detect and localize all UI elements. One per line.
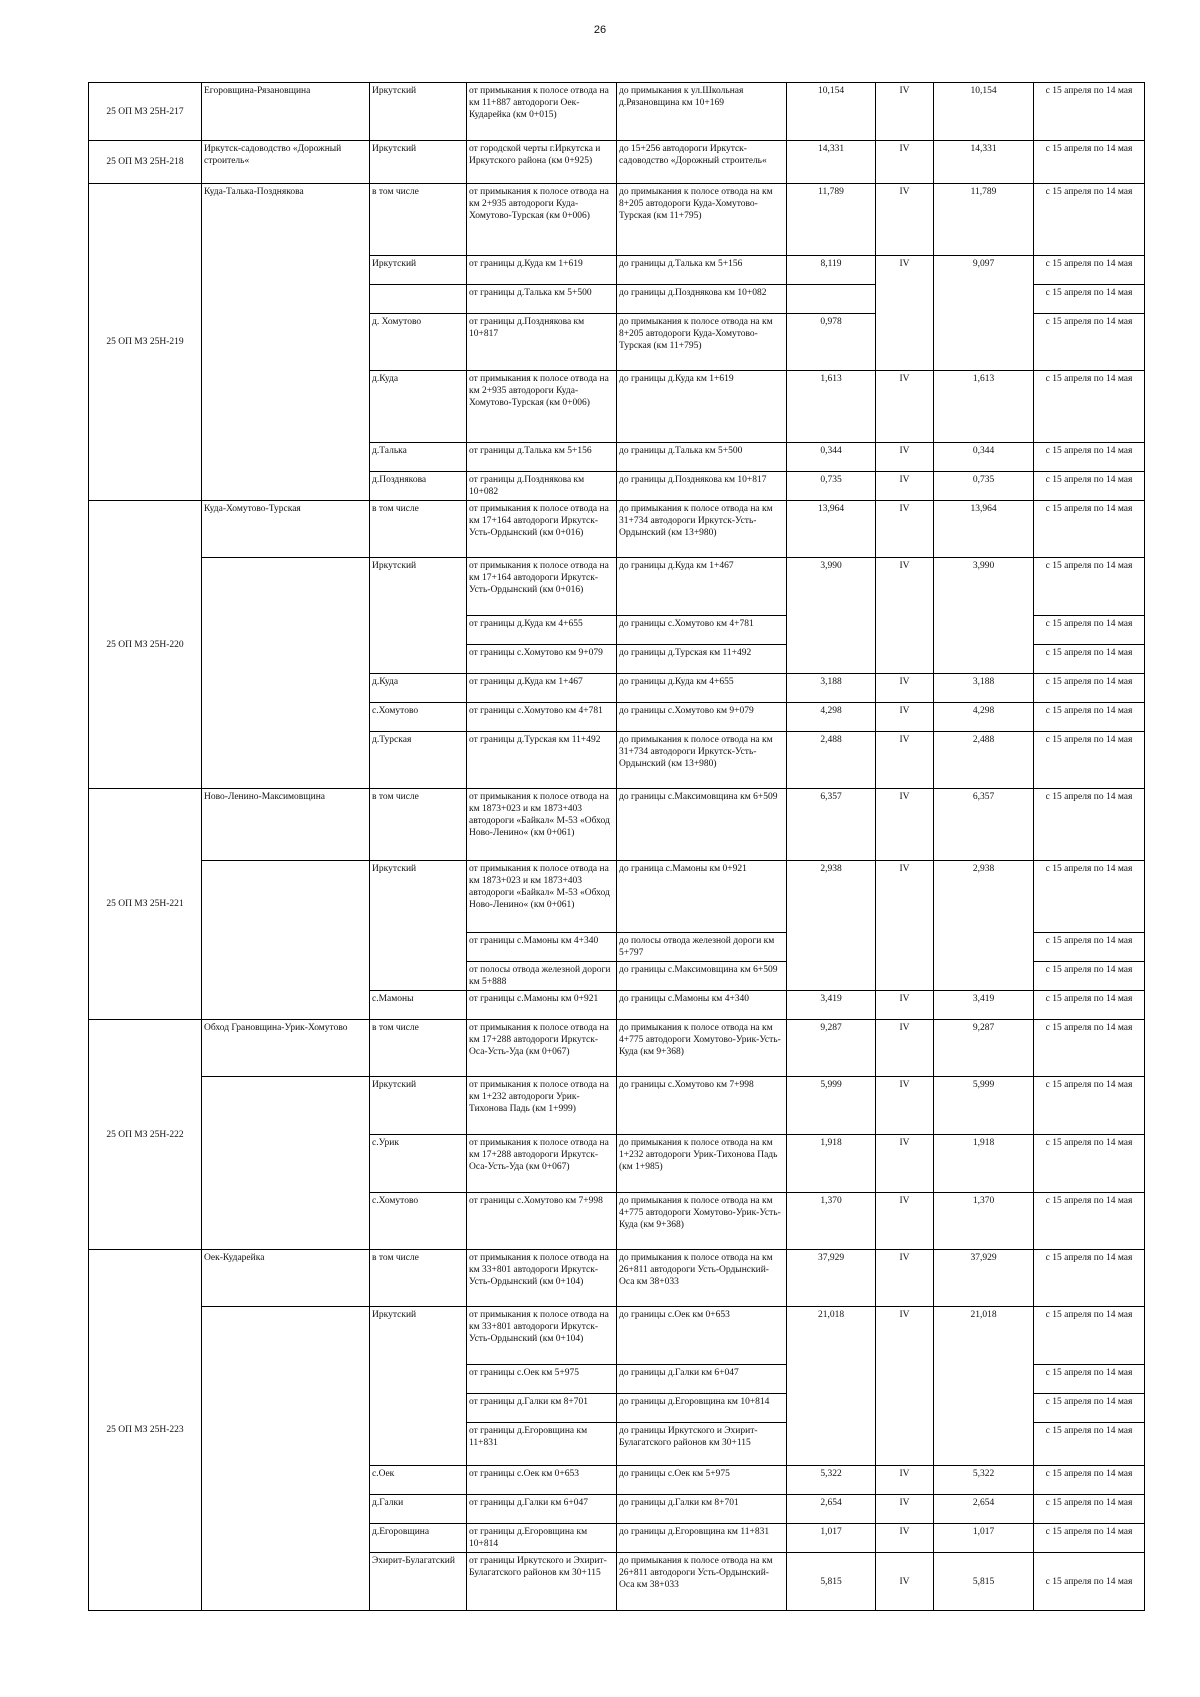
restriction-period: с 15 апреля по 14 мая <box>1034 1495 1145 1524</box>
district: д.Куда <box>370 674 467 703</box>
segment-from: от границы д.Куда км 1+467 <box>467 674 617 703</box>
restriction-period: с 15 апреля по 14 мая <box>1034 1553 1145 1611</box>
segment-to: до полосы отвода железной дороги км 5+797 <box>617 933 787 962</box>
segment-from: от границы д.Позднякова км 10+817 <box>467 314 617 371</box>
segment-from: от примыкания к полосе отвода на км 17+288 автодороги Иркутск-Оса-Усть-Уда (км 0+067) <box>467 1020 617 1077</box>
category-length: 13,964 <box>934 501 1034 558</box>
segment-from: от границы с.Хомутово км 4+781 <box>467 703 617 732</box>
segment-to: до границы д.Куда км 1+467 <box>617 558 787 616</box>
road-category: IV <box>876 83 934 141</box>
road-category: IV <box>876 1553 934 1611</box>
district: Иркутский <box>370 83 467 141</box>
road-category: IV <box>876 184 934 256</box>
category-length: 6,357 <box>934 789 1034 861</box>
segment-length: 0,344 <box>787 443 876 472</box>
segment-from: от границы д.Куда км 4+655 <box>467 616 617 645</box>
road-code: 25 ОП МЗ 25Н-221 <box>89 789 202 1020</box>
segment-to: до примыкания к полосе отвода на км 31+734 автодороги Иркутск-Усть-Ордынский (км 13+980) <box>617 732 787 789</box>
segment-from: от границы с.Хомутово км 7+998 <box>467 1193 617 1250</box>
category-length: 11,789 <box>934 184 1034 256</box>
road-code: 25 ОП МЗ 25Н-220 <box>89 501 202 789</box>
segment-from: от границы с.Оек км 5+975 <box>467 1365 617 1394</box>
segment-from: от примыкания к полосе отвода на км 33+801 автодороги Иркутск-Усть-Ордынский (км 0+104) <box>467 1250 617 1307</box>
segment-length: 2,488 <box>787 732 876 789</box>
district: с.Оек <box>370 1466 467 1495</box>
segment-length: 1,918 <box>787 1135 876 1193</box>
table-row <box>89 1307 1145 1365</box>
district: д. Хомутово <box>370 314 467 371</box>
road-category: IV <box>876 1307 934 1466</box>
category-length: 5,999 <box>934 1077 1034 1135</box>
road-category: IV <box>876 371 934 443</box>
restriction-period: с 15 апреля по 14 мая <box>1034 962 1145 991</box>
road-category: IV <box>876 443 934 472</box>
segment-from: от границы д.Егоровщина км 10+814 <box>467 1524 617 1553</box>
restriction-period: с 15 апреля по 14 мая <box>1034 314 1145 371</box>
segment-to: до границы д.Позднякова км 10+817 <box>617 472 787 501</box>
segment-to: до границы с.Хомутово км 7+998 <box>617 1077 787 1135</box>
segment-to: до границы д.Талька км 5+500 <box>617 443 787 472</box>
district: Иркутский <box>370 1077 467 1135</box>
category-length: 14,331 <box>934 141 1034 184</box>
district: в том числе <box>370 1250 467 1307</box>
restriction-period: с 15 апреля по 14 мая <box>1034 371 1145 443</box>
segment-to: до 15+256 автодороги Иркутск-садоводство «Дорожный строитель« <box>617 141 787 184</box>
road-name: Оек-Кударейка <box>202 1250 370 1307</box>
segment-from: от полосы отвода железной дороги км 5+888 <box>467 962 617 991</box>
table-row <box>89 1250 1145 1307</box>
segment-to: до границы с.Максимовщина км 6+509 <box>617 962 787 991</box>
segment-to: до границы Иркутского и Эхирит-Булагатского районов км 30+115 <box>617 1423 787 1466</box>
segment-from: от примыкания к полосе отвода на км 17+164 автодороги Иркутск-Усть-Ордынский (км 0+016) <box>467 501 617 558</box>
segment-to: до границы д.Турская км 11+492 <box>617 645 787 674</box>
segment-from: от границы с.Мамоны км 4+340 <box>467 933 617 962</box>
district: в том числе <box>370 184 467 256</box>
segment-length: 2,654 <box>787 1495 876 1524</box>
segment-length: 14,331 <box>787 141 876 184</box>
segment-from: от примыкания к полосе отвода на км 17+288 автодороги Иркутск-Оса-Усть-Уда (км 0+067) <box>467 1135 617 1193</box>
restriction-period: с 15 апреля по 14 мая <box>1034 1307 1145 1365</box>
segment-to: до границы д.Егоровщина км 10+814 <box>617 1394 787 1423</box>
category-length: 10,154 <box>934 83 1034 141</box>
road-category: IV <box>876 558 934 674</box>
category-length: 1,918 <box>934 1135 1034 1193</box>
segment-to: до примыкания к полосе отвода на км 8+205 автодороги Куда-Хомутово-Турская (км 11+795) <box>617 184 787 256</box>
segment-from: от примыкания к полосе отвода на км 17+164 автодороги Иркутск-Усть-Ордынский (км 0+016) <box>467 558 617 616</box>
restriction-period: с 15 апреля по 14 мая <box>1034 256 1145 285</box>
restriction-period: с 15 апреля по 14 мая <box>1034 83 1145 141</box>
segment-length: 9,287 <box>787 1020 876 1077</box>
district: д.Талька <box>370 443 467 472</box>
district: д.Позднякова <box>370 472 467 501</box>
road-name-empty <box>202 558 370 789</box>
segment-length: 5,815 <box>787 1553 876 1611</box>
category-length: 2,938 <box>934 861 1034 991</box>
district: Иркутский <box>370 256 467 285</box>
segment-to: до примыкания к полосе отвода на км 4+775 автодороги Хомутово-Урик-Усть-Куда (км 9+368) <box>617 1020 787 1077</box>
category-length: 1,370 <box>934 1193 1034 1250</box>
district: Иркутский <box>370 1307 467 1466</box>
road-category: IV <box>876 861 934 991</box>
district: д.Егоровщина <box>370 1524 467 1553</box>
table-row <box>89 1077 1145 1135</box>
segment-from: от примыкания к полосе отвода на км 33+801 автодороги Иркутск-Усть-Ордынский (км 0+104) <box>467 1307 617 1365</box>
restriction-period: с 15 апреля по 14 мая <box>1034 1524 1145 1553</box>
restriction-period: с 15 апреля по 14 мая <box>1034 1250 1145 1307</box>
category-length: 0,735 <box>934 472 1034 501</box>
road-category: IV <box>876 501 934 558</box>
category-length: 2,488 <box>934 732 1034 789</box>
road-code: 25 ОП МЗ 25Н-218 <box>89 141 202 184</box>
page-number: 26 <box>593 24 607 36</box>
district: Эхирит-Булагатский <box>370 1553 467 1611</box>
segment-length: 0,735 <box>787 472 876 501</box>
district: с.Урик <box>370 1135 467 1193</box>
district: в том числе <box>370 1020 467 1077</box>
segment-from: от границы с.Мамоны км 0+921 <box>467 991 617 1020</box>
category-length: 3,419 <box>934 991 1034 1020</box>
district <box>370 285 467 314</box>
segment-length: 10,154 <box>787 83 876 141</box>
segment-length: 2,938 <box>787 861 876 991</box>
segment-to: до границы с.Хомутово км 9+079 <box>617 703 787 732</box>
road-category: IV <box>876 1135 934 1193</box>
road-category: IV <box>876 256 934 371</box>
restriction-period: с 15 апреля по 14 мая <box>1034 501 1145 558</box>
table-row <box>89 861 1145 933</box>
restriction-period: с 15 апреля по 14 мая <box>1034 472 1145 501</box>
road-category: IV <box>876 1077 934 1135</box>
road-name: Куда-Талька-Позднякова <box>202 184 370 501</box>
segment-from: от примыкания к полосе отвода на км 11+887 автодороги Оек-Кударейка (км 0+015) <box>467 83 617 141</box>
district: Иркутский <box>370 861 467 991</box>
road-category: IV <box>876 1524 934 1553</box>
restriction-period: с 15 апреля по 14 мая <box>1034 732 1145 789</box>
segment-from: от городской черты г.Иркутска и Иркутского района (км 0+925) <box>467 141 617 184</box>
restriction-period: с 15 апреля по 14 мая <box>1034 616 1145 645</box>
road-category: IV <box>876 991 934 1020</box>
segment-from: от примыкания к полосе отвода на км 2+935 автодороги Куда-Хомутово-Турская (км 0+006) <box>467 184 617 256</box>
segment-length: 1,613 <box>787 371 876 443</box>
restriction-period: с 15 апреля по 14 мая <box>1034 991 1145 1020</box>
segment-length: 3,188 <box>787 674 876 703</box>
segment-length: 13,964 <box>787 501 876 558</box>
road-category: IV <box>876 141 934 184</box>
restriction-period: с 15 апреля по 14 мая <box>1034 703 1145 732</box>
road-code: 25 ОП МЗ 25Н-223 <box>89 1250 202 1611</box>
segment-length: 21,018 <box>787 1307 876 1466</box>
road-category: IV <box>876 1250 934 1307</box>
restriction-period: с 15 апреля по 14 мая <box>1034 285 1145 314</box>
segment-length: 5,322 <box>787 1466 876 1495</box>
district: в том числе <box>370 789 467 861</box>
segment-to: до примыкания к полосе отвода на км 1+232 автодороги Урик-Тихонова Падь (км 1+985) <box>617 1135 787 1193</box>
segment-from: от примыкания к полосе отвода на км 1+232 автодороги Урик-Тихонова Падь (км 1+999) <box>467 1077 617 1135</box>
category-length: 37,929 <box>934 1250 1034 1307</box>
segment-length: 3,990 <box>787 558 876 674</box>
district: д.Куда <box>370 371 467 443</box>
segment-length <box>787 285 876 314</box>
segment-to: до примыкания к полосе отвода на км 26+811 автодороги Усть-Ордынский-Оса км 38+033 <box>617 1250 787 1307</box>
segment-from: от примыкания к полосе отвода на км 1873+023 и км 1873+403 автодороги «Байкал« М-53 «Обход Ново-Ленино« (км 0+061) <box>467 861 617 933</box>
category-length: 4,298 <box>934 703 1034 732</box>
segment-to: до примыкания к полосе отвода на км 26+811 автодороги Усть-Ордынский-Оса км 38+033 <box>617 1553 787 1611</box>
district: с.Мамоны <box>370 991 467 1020</box>
segment-to: до границы д.Куда км 1+619 <box>617 371 787 443</box>
road-category: IV <box>876 472 934 501</box>
segment-length: 1,370 <box>787 1193 876 1250</box>
segment-to: до границы д.Позднякова км 10+082 <box>617 285 787 314</box>
road-category: IV <box>876 674 934 703</box>
road-name-empty <box>202 1077 370 1250</box>
segment-to: до границы д.Талька км 5+156 <box>617 256 787 285</box>
segment-to: до границы д.Галки км 6+047 <box>617 1365 787 1394</box>
category-length: 21,018 <box>934 1307 1034 1466</box>
category-length: 3,188 <box>934 674 1034 703</box>
category-length: 2,654 <box>934 1495 1034 1524</box>
restriction-period: с 15 апреля по 14 мая <box>1034 1135 1145 1193</box>
segment-to: до границы с.Мамоны км 4+340 <box>617 991 787 1020</box>
segment-length: 5,999 <box>787 1077 876 1135</box>
segment-to: до граница с.Мамоны км 0+921 <box>617 861 787 933</box>
segment-from: от границы д.Галки км 8+701 <box>467 1394 617 1423</box>
restriction-period: с 15 апреля по 14 мая <box>1034 1077 1145 1135</box>
road-category: IV <box>876 703 934 732</box>
restriction-period: с 15 апреля по 14 мая <box>1034 1466 1145 1495</box>
road-category: IV <box>876 1193 934 1250</box>
restriction-period: с 15 апреля по 14 мая <box>1034 861 1145 933</box>
segment-from: от границы д.Талька км 5+156 <box>467 443 617 472</box>
road-name: Егоровщина-Рязановщина <box>202 83 370 141</box>
district: с.Хомутово <box>370 1193 467 1250</box>
category-length: 1,017 <box>934 1524 1034 1553</box>
category-length: 9,097 <box>934 256 1034 371</box>
segment-to: до границы с.Оек км 0+653 <box>617 1307 787 1365</box>
restriction-period: с 15 апреля по 14 мая <box>1034 1020 1145 1077</box>
district: Иркутский <box>370 141 467 184</box>
district: с.Хомутово <box>370 703 467 732</box>
segment-from: от границы д.Талька км 5+500 <box>467 285 617 314</box>
restriction-period: с 15 апреля по 14 мая <box>1034 674 1145 703</box>
segment-to: до границы д.Галки км 8+701 <box>617 1495 787 1524</box>
segment-to: до границы д.Куда км 4+655 <box>617 674 787 703</box>
road-name: Куда-Хомутово-Турская <box>202 501 370 558</box>
table-row <box>89 789 1145 861</box>
district: в том числе <box>370 501 467 558</box>
table-row <box>89 184 1145 256</box>
road-name: Ново-Ленино-Максимовщина <box>202 789 370 861</box>
segment-to: до границы с.Оек км 5+975 <box>617 1466 787 1495</box>
district: Иркутский <box>370 558 467 674</box>
restriction-period: с 15 апреля по 14 мая <box>1034 1423 1145 1466</box>
road-category: IV <box>876 1466 934 1495</box>
segment-length: 37,929 <box>787 1250 876 1307</box>
table-row <box>89 83 1145 141</box>
table-row <box>89 1020 1145 1077</box>
segment-length: 11,789 <box>787 184 876 256</box>
road-name: Иркутск-садоводство «Дорожный строитель« <box>202 141 370 184</box>
segment-length: 0,978 <box>787 314 876 371</box>
table-row <box>89 501 1145 558</box>
segment-to: до границы с.Максимовщина км 6+509 <box>617 789 787 861</box>
segment-from: от границы д.Турская км 11+492 <box>467 732 617 789</box>
segment-to: до примыкания к полосе отвода на км 8+205 автодороги Куда-Хомутово-Турская (км 11+795) <box>617 314 787 371</box>
segment-from: от границы д.Галки км 6+047 <box>467 1495 617 1524</box>
table-row <box>89 558 1145 616</box>
road-category: IV <box>876 1020 934 1077</box>
segment-length: 4,298 <box>787 703 876 732</box>
segment-from: от границы д.Егоровщина км 11+831 <box>467 1423 617 1466</box>
restriction-period: с 15 апреля по 14 мая <box>1034 443 1145 472</box>
road-name: Обход Грановщина-Урик-Хомутово <box>202 1020 370 1077</box>
category-length: 3,990 <box>934 558 1034 674</box>
segment-length: 1,017 <box>787 1524 876 1553</box>
category-length: 9,287 <box>934 1020 1034 1077</box>
category-length: 5,815 <box>934 1553 1034 1611</box>
road-code: 25 ОП МЗ 25Н-222 <box>89 1020 202 1250</box>
restriction-period: с 15 апреля по 14 мая <box>1034 1365 1145 1394</box>
district: д.Галки <box>370 1495 467 1524</box>
segment-to: до границы с.Хомутово км 4+781 <box>617 616 787 645</box>
segment-length: 3,419 <box>787 991 876 1020</box>
segment-from: от примыкания к полосе отвода на км 1873+023 и км 1873+403 автодороги «Байкал« М-53 «Обход Ново-Ленино« (км 0+061) <box>467 789 617 861</box>
segment-from: от границы Иркутского и Эхирит-Булагатского районов км 30+115 <box>467 1553 617 1611</box>
restriction-period: с 15 апреля по 14 мая <box>1034 789 1145 861</box>
road-name-empty <box>202 861 370 1020</box>
category-length: 1,613 <box>934 371 1034 443</box>
segment-length: 6,357 <box>787 789 876 861</box>
restriction-period: с 15 апреля по 14 мая <box>1034 141 1145 184</box>
road-category: IV <box>876 789 934 861</box>
restriction-period: с 15 апреля по 14 мая <box>1034 1394 1145 1423</box>
segment-from: от границы с.Оек км 0+653 <box>467 1466 617 1495</box>
segment-from: от границы д.Куда км 1+619 <box>467 256 617 285</box>
segment-to: до границы д.Егоровщина км 11+831 <box>617 1524 787 1553</box>
restriction-period: с 15 апреля по 14 мая <box>1034 933 1145 962</box>
road-table <box>88 82 1145 1611</box>
restriction-period: с 15 апреля по 14 мая <box>1034 645 1145 674</box>
table-row <box>89 141 1145 184</box>
segment-to: до примыкания к полосе отвода на км 31+734 автодороги Иркутск-Усть-Ордынский (км 13+980) <box>617 501 787 558</box>
restriction-period: с 15 апреля по 14 мая <box>1034 558 1145 616</box>
road-category: IV <box>876 732 934 789</box>
road-category: IV <box>876 1495 934 1524</box>
restriction-period: с 15 апреля по 14 мая <box>1034 184 1145 256</box>
restriction-period: с 15 апреля по 14 мая <box>1034 1193 1145 1250</box>
segment-length: 8,119 <box>787 256 876 285</box>
road-name-empty <box>202 1307 370 1611</box>
category-length: 5,322 <box>934 1466 1034 1495</box>
segment-from: от границы с.Хомутово км 9+079 <box>467 645 617 674</box>
segment-from: от границы д.Позднякова км 10+082 <box>467 472 617 501</box>
segment-to: до примыкания к полосе отвода на км 4+775 автодороги Хомутово-Урик-Усть-Куда (км 9+368) <box>617 1193 787 1250</box>
road-code: 25 ОП МЗ 25Н-217 <box>89 83 202 141</box>
segment-to: до примыкания к ул.Школьная д.Рязановщина км 10+169 <box>617 83 787 141</box>
road-code: 25 ОП МЗ 25Н-219 <box>89 184 202 501</box>
district: д.Турская <box>370 732 467 789</box>
segment-from: от примыкания к полосе отвода на км 2+935 автодороги Куда-Хомутово-Турская (км 0+006) <box>467 371 617 443</box>
category-length: 0,344 <box>934 443 1034 472</box>
